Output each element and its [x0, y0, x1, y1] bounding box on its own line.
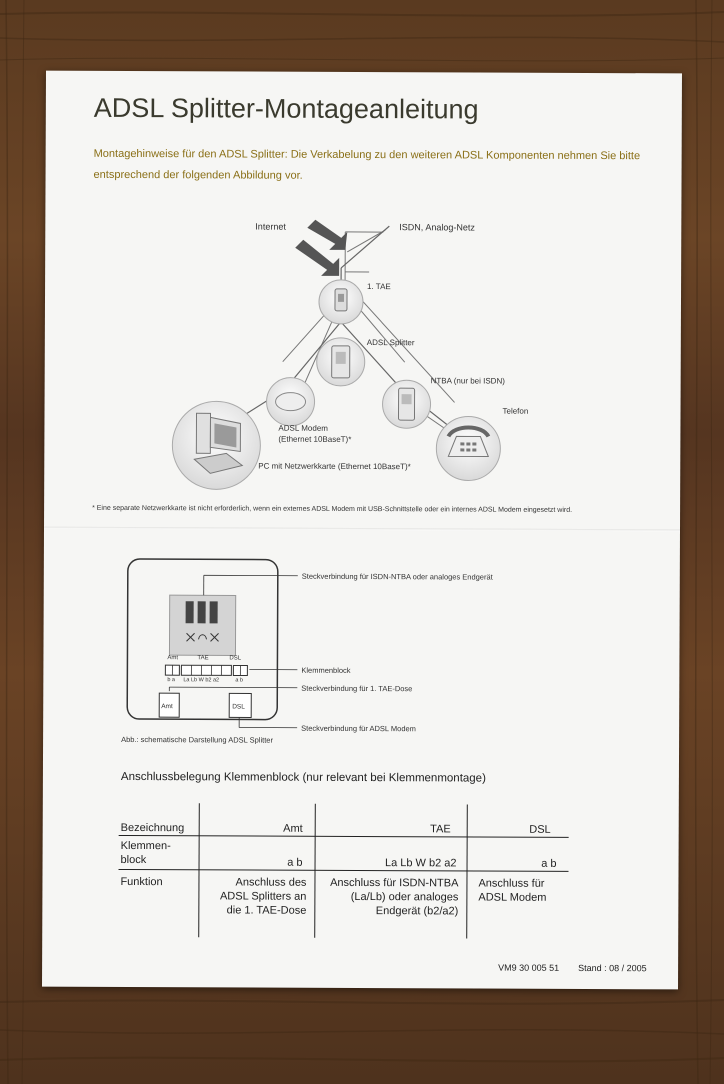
row-funktion-amt: Anschluss des ADSL Splitters an die 1. TAE-Dose: [219, 876, 307, 917]
footer-code: VM9 30 005 51: [498, 962, 560, 973]
splitter-schematic: [43, 71, 682, 774]
telefon-label: Telefon: [502, 406, 529, 416]
schematic-label-dsl: DSL: [229, 655, 242, 662]
header-tae: TAE: [430, 823, 451, 836]
row-funktion-dsl: Anschluss für ADSL Modem: [478, 877, 547, 904]
schematic-port-amt: Amt: [161, 703, 173, 711]
callout-modem: Steckverbindung für ADSL Modem: [301, 723, 416, 734]
callout-isdn: Steckverbindung für ISDN-NTBA oder analoges Endgerät: [301, 571, 493, 582]
row-klemmen-tae: La Lb W b2 a2: [384, 857, 457, 870]
modem-label-line2: (Ethernet 10BaseT)*: [278, 434, 352, 444]
page-title: ADSL Splitter-Montageanleitung: [93, 92, 479, 125]
schematic-pins-tae: La Lb W b2 a2: [183, 677, 220, 684]
row-klemmen-dsl: a b: [541, 857, 557, 870]
pc-label: PC mit Netzwerkkarte (Ethernet 10BaseT)*: [258, 461, 411, 472]
modem-label-line1: ADSL Modem: [278, 423, 328, 433]
header-bezeichnung: Bezeichnung: [120, 821, 185, 835]
schematic-caption: Abb.: schematische Darstellung ADSL Splitter: [121, 734, 273, 745]
table-title: Anschlussbelegung Klemmenblock (nur relevant bei Klemmenmontage): [120, 770, 486, 785]
schematic-pins-dsl: a b: [235, 677, 244, 684]
footnote: * Eine separate Netzwerkkarte ist nicht erforderlich, wenn ein externes ADSL Modem mit USB-Schnittstelle oder ein internes ADSL Modem eingesetzt wird.: [92, 504, 573, 514]
internet-label: Internet: [255, 221, 286, 232]
isdn-label: ISDN, Analog-Netz: [399, 222, 475, 233]
schematic-pins-amt: b a: [167, 677, 176, 684]
splitter-label: ADSL Splitter: [366, 338, 415, 348]
tae-label: 1. TAE: [367, 282, 391, 292]
header-dsl: DSL: [529, 823, 551, 836]
ntba-label: NTBA (nur bei ISDN): [430, 376, 505, 386]
header-amt: Amt: [283, 822, 303, 835]
intro-text: Montagehinweise für den ADSL Splitter: Die Verkabelung zu den weiteren ADSL Komponenten nehmen Sie bitte entsprechend der folgenden Abbildung vor.: [93, 147, 641, 182]
callout-tae: Steckverbindung für 1. TAE-Dose: [301, 683, 413, 694]
row-funktion-tae: Anschluss für ISDN-NTBA (La/Lb) oder analoges Endgerät (b2/a2): [330, 876, 459, 918]
callout-klemmenblock: Klemmenblock: [301, 665, 351, 675]
schematic-label-tae: TAE: [197, 655, 209, 662]
schematic-port-dsl: DSL: [232, 703, 245, 711]
row-funktion-label: Funktion: [120, 875, 163, 889]
row-klemmen-label: Klemmen- block: [120, 839, 171, 867]
instruction-sheet: [42, 71, 682, 990]
schematic-label-amt: Amt: [167, 655, 179, 662]
row-klemmen-amt: a b: [287, 856, 303, 869]
footer-stand: Stand : 08 / 2005: [578, 962, 647, 974]
